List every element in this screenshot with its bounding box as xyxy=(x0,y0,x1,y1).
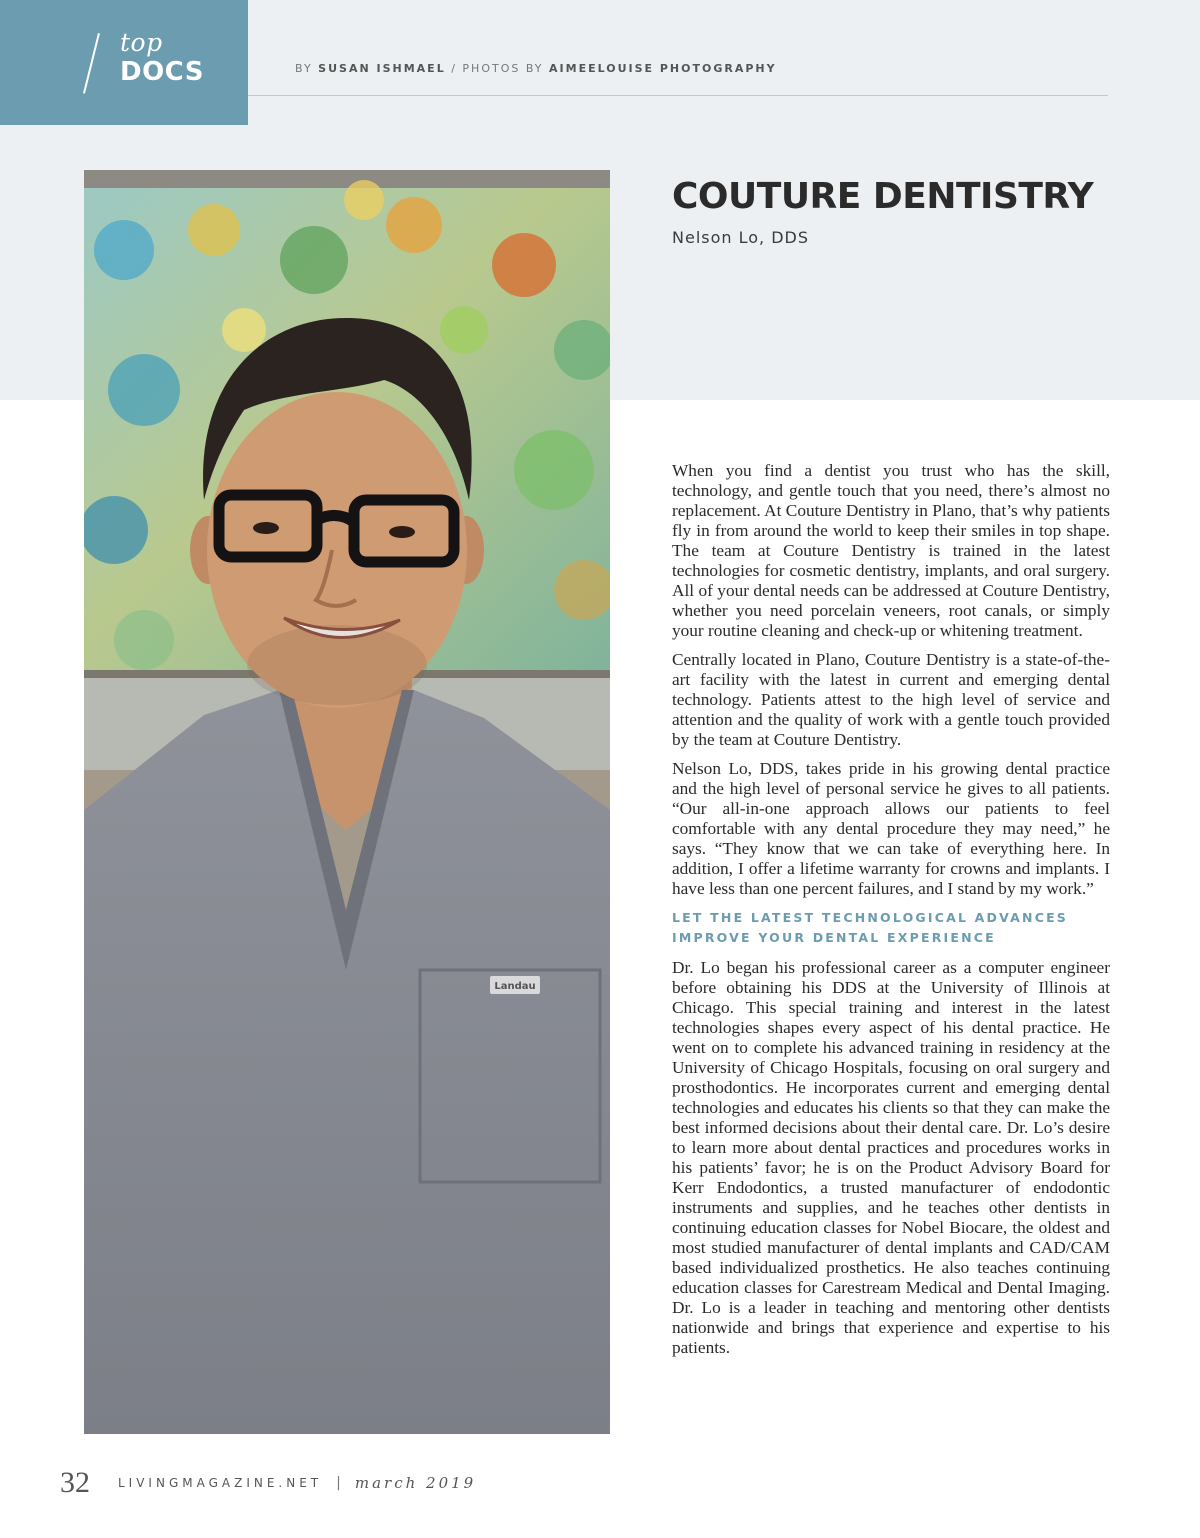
body-paragraph: When you find a dentist you trust who has the skill, technology, and gentle touch that you need, there’s almost no replacement. At Couture Dentistry in Plano, that’s why patients fly in from around the world to keep their smiles in top shape. The team at Couture Dentistry is trained in the latest technologies for cosmetic dentistry, implants, and oral surgery. All of your dental needs can be addressed at Couture Dentistry, whether you need porcelain veneers, root canals, or simply your routine cleaning and check-up or whitening treatment. xyxy=(672,461,1110,640)
issue-date: march 2019 xyxy=(354,1474,477,1492)
portrait-photo xyxy=(84,170,610,1434)
article-body xyxy=(672,461,1110,1367)
photographer-name: AIMEELOUISE PHOTOGRAPHY xyxy=(549,62,777,75)
section-subhead: LET THE LATEST TECHNOLOGICAL ADVANCES IMPROVE YOUR DENTAL EXPERIENCE xyxy=(672,910,1069,945)
section-tab xyxy=(0,0,248,125)
page-number: 32 xyxy=(60,1466,90,1499)
portrait-illustration xyxy=(84,170,610,1434)
page-footer xyxy=(60,1466,476,1500)
article-subtitle: Nelson Lo, DDS xyxy=(672,228,809,247)
footer-separator: | xyxy=(336,1475,341,1491)
section-label-docs: DOCS xyxy=(120,57,204,87)
slash-ornament xyxy=(83,33,100,94)
photos-prefix: PHOTOS BY xyxy=(462,62,544,75)
author-name: SUSAN ISHMAEL xyxy=(318,62,446,75)
site-url: LIVINGMAGAZINE.NET xyxy=(118,1476,323,1490)
byline xyxy=(295,62,777,75)
body-paragraph: Centrally located in Plano, Couture Dentistry is a state-of-the-art facility with the latest in current and emerging dental technology. Patients attest to the high level of service and attention and the quality of work with a gentle touch provided by the team at Couture Dentistry. xyxy=(672,650,1110,749)
byline-prefix: BY xyxy=(295,62,313,75)
scrub-logo: Landau xyxy=(494,981,536,992)
body-paragraph: Dr. Lo began his professional career as a computer engineer before obtaining his DDS at the University of Illinois at Chicago. This special training and interest in the latest technologies shapes every aspect of his dental practice. He went on to complete his advanced training in residency at the University of Chicago Hospitals, focusing on oral surgery and prosthodontics. He incorporates current and emerging dental technologies and educates his clients so that they can make the best informed decisions about their dental care. Dr. Lo’s desire to learn more about dental practices and procedures works in his patients’ favor; he is on the Product Advisory Board for Kerr Endodontics, a trusted manufacturer of endodontic instruments and supplies, and he teaches other dentists in continuing education classes for Nobel Biocare, the oldest and most studied manufacturer of dental implants and CAD/CAM based individualized prosthetics. He also teaches continuing education classes for Carestream Medical and Dental Imaging. Dr. Lo is a leader in teaching and mentoring other dentists nationwide and brings that experience and expertise to his patients. xyxy=(672,958,1110,1357)
byline-divider xyxy=(248,95,1108,96)
body-paragraph: Nelson Lo, DDS, takes pride in his growing dental practice and the high level of personal service he gives to all patients. “Our all-in-one approach allows our patients to feel comfortable with any dental procedure they may need,” he says. “They know that we can take of everything here. In addition, I offer a lifetime warranty for crowns and implants. I have less than one percent failures, and I stand by my work.” xyxy=(672,759,1110,898)
byline-separator: / xyxy=(451,62,457,75)
section-label-top: top xyxy=(120,28,163,57)
article-title: COUTURE DENTISTRY xyxy=(672,176,1094,217)
